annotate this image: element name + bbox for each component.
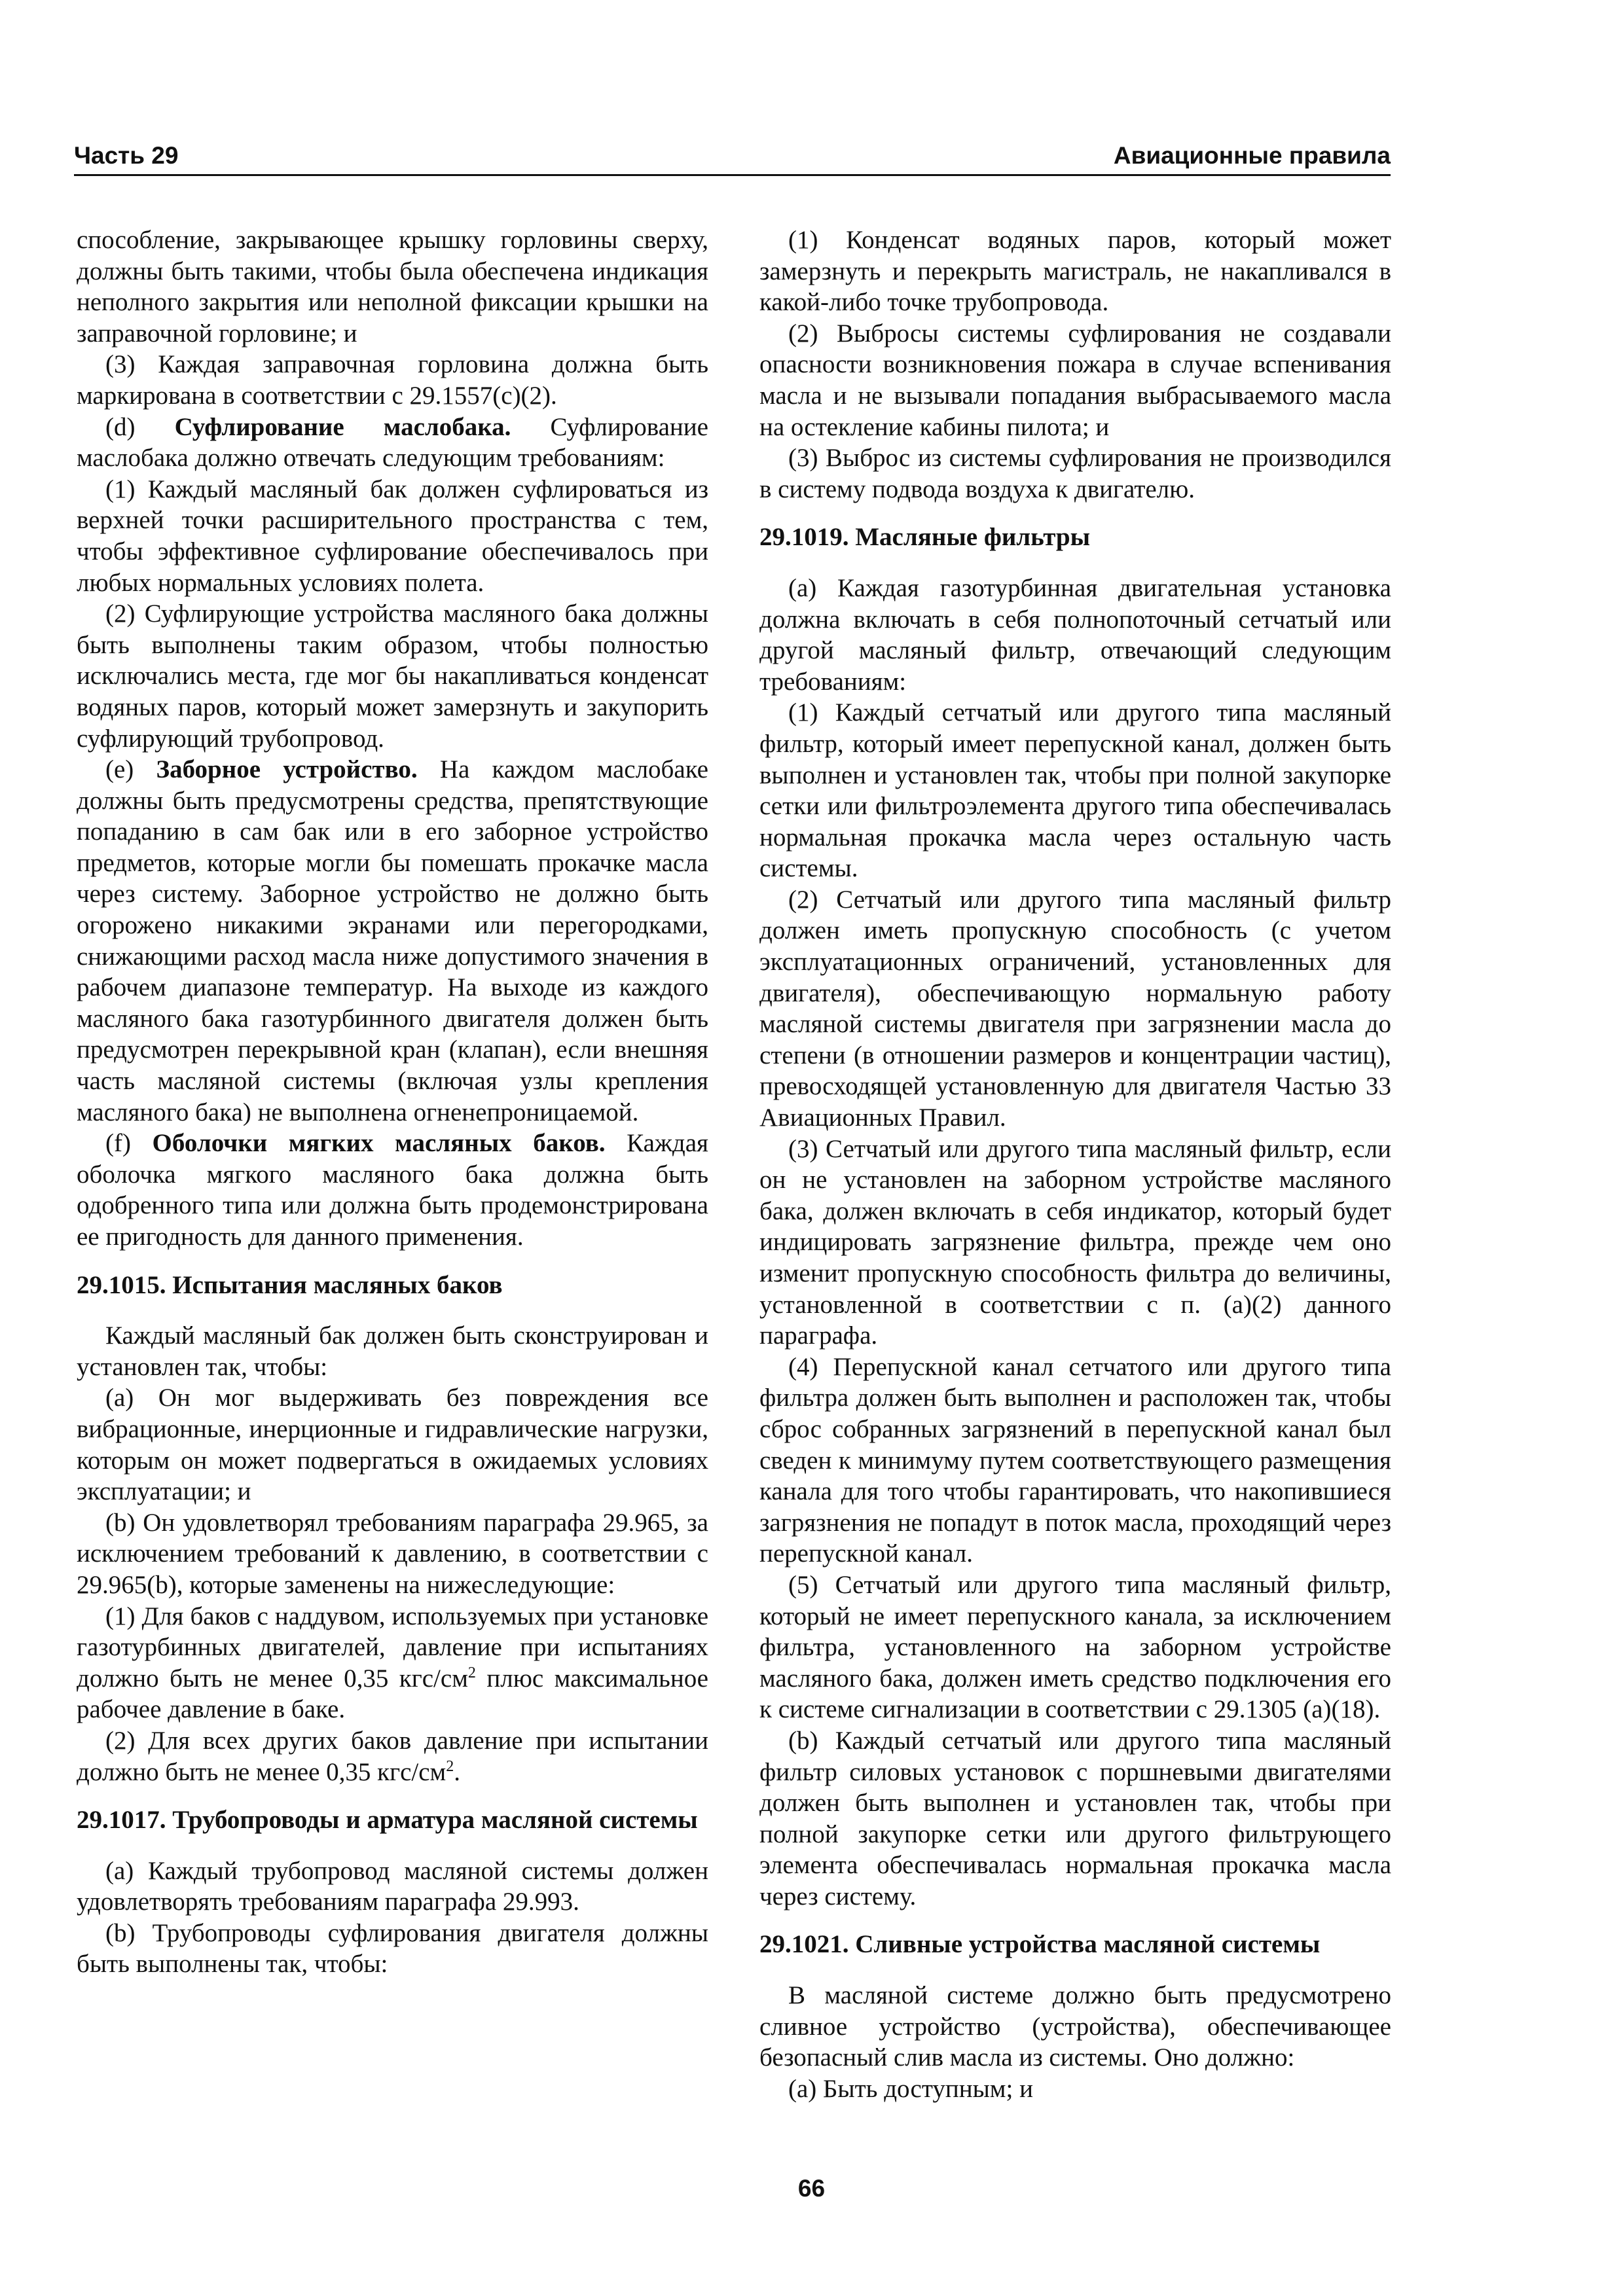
paragraph: Каждый масляный бак должен быть сконструирован и установлен так, чтобы: (77, 1321, 708, 1381)
left-column (77, 224, 708, 1980)
subsection-title: Заборное устройство. (156, 755, 418, 784)
right-column (759, 224, 1391, 2104)
subsection-title: Суфлирование маслобака. (174, 412, 511, 441)
section-heading: 29.1015. Испытания масляных баков (77, 1270, 503, 1299)
paragraph: (3) Сетчатый или другого типа масляный фильтр, если он не установлен на заборном устройстве масляного бака, должен включать в себя индикатор, который будет индицировать загрязнение фильтра, прежде чем оно изменит пропускную способность фильтра до величины, установленной в соответствии с п. (a)(2) данного параграфа. (759, 1134, 1391, 1350)
paragraph: (a) Каждый трубопровод масляной системы должен удовлетворять требованиям параграфа 29.993. (77, 1856, 708, 1916)
paragraph: (3) Каждая заправочная горловина должна быть маркирована в соответствии с 29.1557(c)(2). (77, 350, 708, 410)
paragraph: (a) Быть доступным; и (788, 2074, 1033, 2103)
paragraph: (b) Каждый сетчатый или другого типа масляный фильтр силовых установок с поршневыми двигателями должен быть выполнен и установлен так, чтобы при полной закупорке сетки или другого фильтрующего элемента обеспечивалась нормальная прокачка масла через систему. (759, 1726, 1391, 1910)
paragraph-text: На каждом маслобаке должны быть предусмотрены средства, препятствующие попаданию в сам бак или в его заборное устройство предметов, которые могли бы помешать прокачке масла через систему. Заборное устройство не должно быть огорожено никакими экранами или перегородками, снижающими расход масла ниже допустимого значения в рабочем диапазоне температур. На выходе из каждого масляного бака газотурбинного двигателя должен быть предусмотрен перекрывной кран (клапан), если внешняя часть масляной системы (включая узлы крепления масляного бака) не выполнена огненепроницаемой. (77, 755, 708, 1126)
paragraph: (2) Суфлирующие устройства масляного бака должны быть выполнены таким образом, чтобы полностью исключались места, где мог бы накапливаться конденсат водяных паров, который может замерзнуть и закупорить суфлирующий трубопровод. (77, 600, 708, 753)
paragraph-text: Суфлирование маслобака должно отвечать следующим требованиям: (77, 412, 708, 473)
paragraph (77, 754, 708, 1128)
section-heading: 29.1017. Трубопроводы и арматура масляной системы (77, 1806, 698, 1835)
paragraph: В масляной системе должно быть предусмотрено сливное устройство (устройства), обеспечивающее безопасный слив масла из системы. Оно должно: (759, 1981, 1391, 2072)
paragraph: способление, закрывающее крышку горловины сверху, должны быть такими, чтобы была обеспечена индикация неполного закрытия или неполной фиксации крышки на заправочной горловине; и (77, 226, 708, 348)
paragraph: (4) Перепускной канал сетчатого или другого типа фильтра должен быть выполнен и расположен так, чтобы сброс собранных загрязнений в перепускной канал был сведен к минимуму путем соответствующего размещения канала для того чтобы гарантировать, что накопившиеся загрязнения не попадут в поток масла, проходящий через перепускной канал. (759, 1352, 1391, 1568)
header-rule (74, 174, 1391, 176)
superscript: 2 (467, 1664, 476, 1681)
paragraph: (b) Он удовлетворял требованиям параграфа 29.965, за исключением требований к давлению, в соответствии с 29.965(b), которые заменены на нижеследующие: (77, 1508, 708, 1599)
paragraph: (2) Сетчатый или другого типа масляный фильтр должен иметь пропускную способность (с учетом эксплуатационных ограничений, установленных для двигателя), обеспечивающую нормальную работу масляной системы двигателя при загрязнении масла до степени (в отношении размеров и концентрации частиц), превосходящей установленную для двигателя Частью 33 Авиационных Правил. (759, 885, 1391, 1132)
paragraph: (1) Каждый масляный бак должен суфлироваться из верхней точки расширительного пространства с тем, чтобы эффективное суфлирование обеспечивалось при любых нормальных условиях полета. (77, 475, 708, 597)
paragraph (77, 1601, 708, 1725)
paragraph: (5) Сетчатый или другого типа масляный фильтр, который не имеет перепускного канала, за исключением фильтра, установленного на заборном устройстве масляного бака, должен иметь средство подключения его к системе сигнализации в соответствии с 29.1305 (a)(18). (759, 1570, 1391, 1724)
page-number: 66 (797, 2175, 826, 2202)
paragraph: (3) Выброс из системы суфлирования не производился в систему подвода воздуха к двигателю. (759, 444, 1391, 503)
paragraph-text: плюс максимальное рабочее давление в баке. (77, 1664, 708, 1724)
paragraph: (1) Каждый сетчатый или другого типа масляный фильтр, который имеет перепускной канал, должен быть выполнен и установлен так, чтобы при полной закупорке сетки или фильтроэлемента другого типа обеспечивалась нормальная прокачка масла через остальную часть системы. (759, 698, 1391, 883)
item-marker: (f) (105, 1129, 153, 1158)
item-marker: (d) (105, 412, 175, 441)
section-heading: 29.1019. Масляные фильтры (759, 523, 1091, 552)
paragraph-text: . (454, 1757, 460, 1786)
running-header-title: Авиационные правила (1113, 142, 1391, 169)
paragraph-text: (2) Для всех других баков давление при испытании должно быть не менее 0,35 кгс/см (77, 1726, 708, 1786)
paragraph: (a) Каждая газотурбинная двигательная установка должна включать в себя полнопоточный сетчатый или другой масляный фильтр, отвечающий следующим требованиям: (759, 573, 1391, 696)
paragraph (77, 1725, 708, 1787)
paragraph: (a) Он мог выдерживать без повреждения все вибрационные, инерционные и гидравлические нагрузки, которым он может подвергаться в ожидаемых условиях эксплуатации; и (77, 1384, 708, 1506)
paragraph-text: Каждая оболочка мягкого масляного бака должна быть одобренного типа или должна быть продемонстрирована ее пригодность для данного применения. (77, 1129, 708, 1251)
section-heading: 29.1021. Сливные устройства масляной системы (759, 1930, 1321, 1959)
paragraph (77, 1128, 708, 1252)
paragraph: (1) Конденсат водяных паров, который может замерзнуть и перекрыть магистраль, не накапливался в какой-либо точке трубопровода. (759, 226, 1391, 317)
paragraph: (2) Выбросы системы суфлирования не создавали опасности возникновения пожара в случае вспенивания масла и не вызывали попадания выбрасываемого масла на остекление кабины пилота; и (759, 319, 1391, 441)
subsection-title: Оболочки мягких масляных баков. (152, 1129, 606, 1158)
paragraph-text: (1) Для баков с наддувом, используемых при установке газотурбинных двигателей, давление при испытаниях должно быть не менее 0,35 кгс/см (77, 1602, 708, 1693)
paragraph: (b) Трубопроводы суфлирования двигателя должны быть выполнены так, чтобы: (77, 1918, 708, 1979)
item-marker: (e) (105, 755, 156, 784)
running-header-part: Часть 29 (74, 142, 179, 169)
superscript: 2 (446, 1757, 454, 1775)
paragraph (77, 412, 708, 474)
